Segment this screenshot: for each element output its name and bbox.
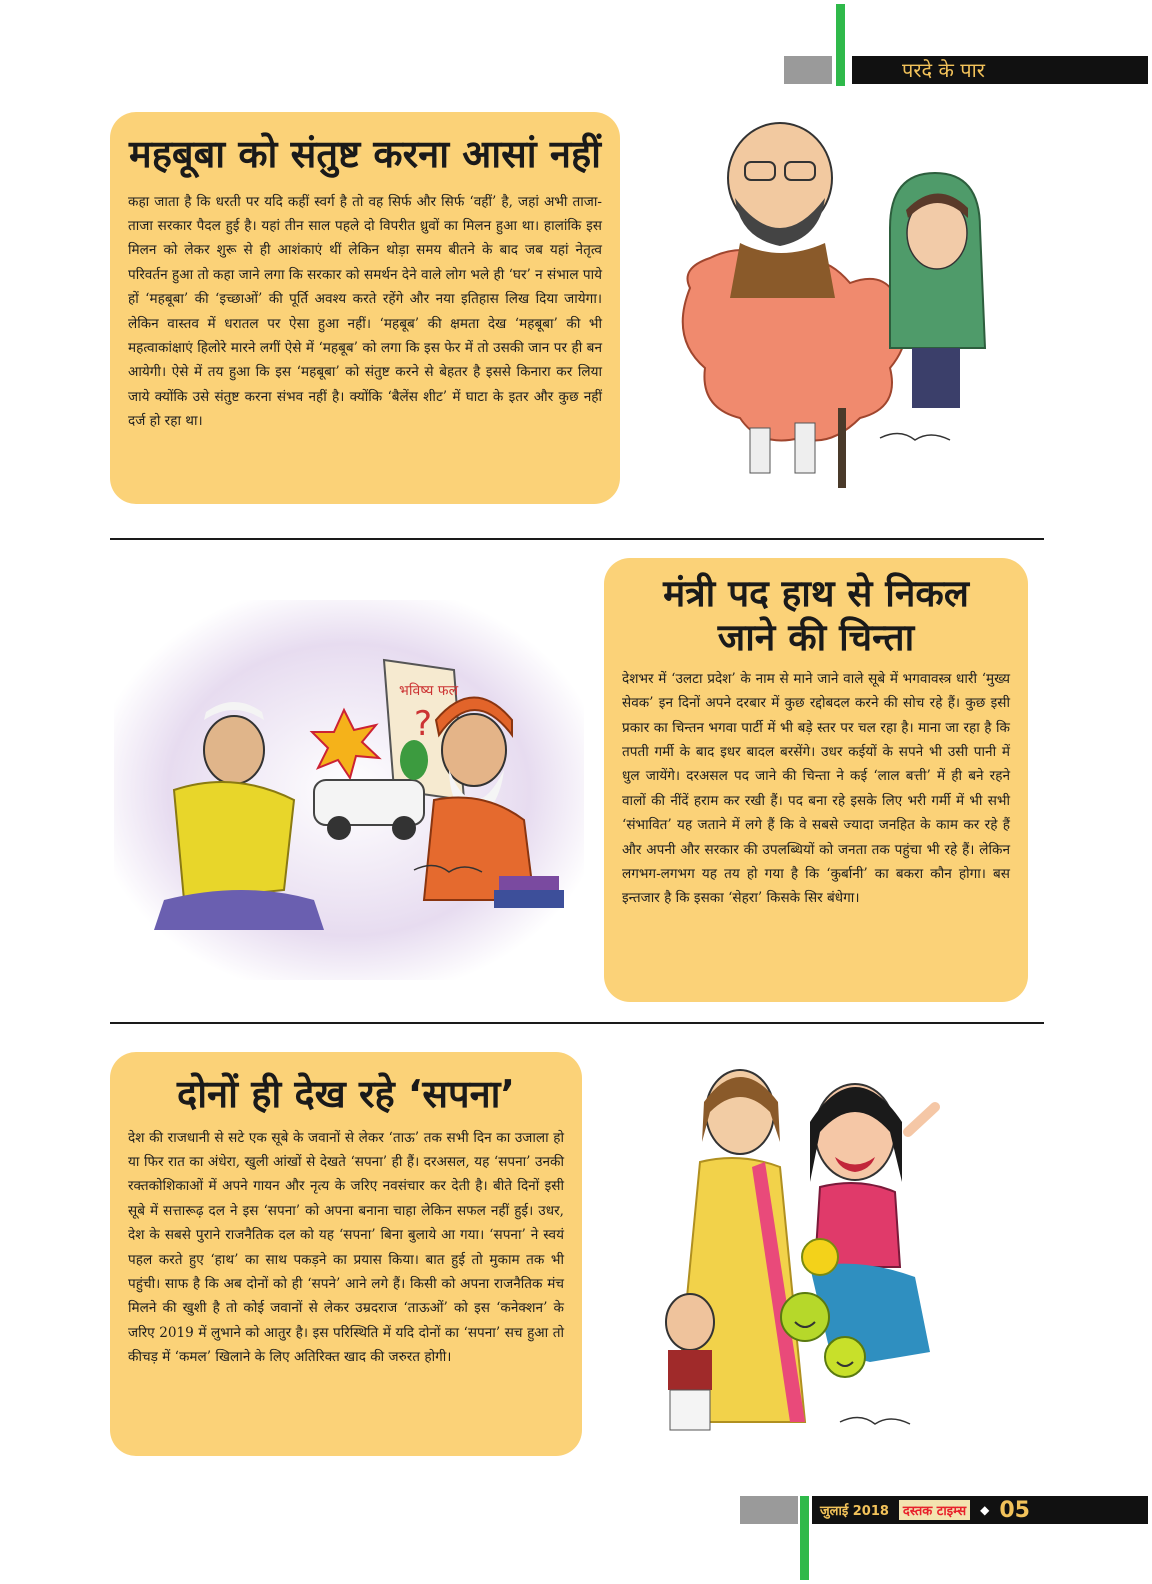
story-body: देश की राजधानी से सटे एक सूबे के जवानों से लेकर ‘ताऊ’ तक सभी दिन का उजाला हो या फिर रात का अंधेरा, खुली आंखों से देखते ‘सपना’ ही हैं। दरअसल, यह ‘सपना’ उनकी रक्तकोशिकाओं में अपने गायन और नृत्य के जरिए नवसंचार कर देती है। बीते दिनों इसी सूबे में सत्तारूढ़ दल ने इस ‘सपना’ को अपना बनाना चाहा लेकिन सफल नहीं हुई। उधर, देश के सबसे पुराने राजनैतिक दल को यह ‘सपना’ बिना बुलाये आ गया। ‘सपना’ ने स्वयं पहल करते हुए ‘हाथ’ का साथ पकड़ने का प्रयास किया। बात हुई तो मुकाम तक भी पहुंची। साफ है कि अब दोनों को ही ‘सपने’ आने लगे हैं। किसी को अपना राजनैतिक मंच मिलने की खुशी है तो कोई जवानों से लेकर उम्रदराज ‘ताऊओं’ को इस ‘कनेक्शन’ के जरिए 2019 में लुभाने को आतुर है। इस परिस्थिति में यदि दोनों का ‘सपना’ सच हुआ तो कीचड़ में ‘कमल’ खिलाने के लिए अतिरिक्त खाद की जरुरत होगी। [128, 1129, 564, 1366]
magazine-logo: दस्तक टाइम्स [899, 1500, 970, 1520]
story-body: कहा जाता है कि धरती पर यदि कहीं स्वर्ग है तो वह सिर्फ और सिर्फ ‘वहीं’ है, जहां अभी ताजा-ताजा सरकार पैदल हुई है। यहां तीन साल पहले दो विपरीत ध्रुवों का मिलन हुआ था। हालांकि इस मिलन को लेकर शुरू से ही आशंकाएं थीं लेकिन थोड़ा समय बीतने के बाद जब यहां नेतृत्व परिवर्तन हुआ तो कहा जाने लगा कि सरकार को समर्थन देने वाले लोग भले ही ‘घर’ न संभाल पाये हों ‘महबूबा’ की ‘इच्छाओं’ की पूर्ति अवश्य करते रहेंगे और नया इतिहास लिख दिया जायेगा। लेकिन वास्तव में धरातल पर ऐसा हुआ नहीं। ‘महबूब’ की क्षमता देख ‘महबूबा’ की भी महत्वाकांक्षाएं हिलोरे मारने लगीं ऐसे में ‘महबूब’ को लगा कि इस फेर में तो उसकी जान पर ही बन आयेगी। ऐसे में तय हुआ कि इस ‘महबूबा’ को संतुष्ट करने से बेहतर है इससे किनारा कर लिया जाये क्योंकि उसे संतुष्ट करना संभव नहीं है। क्योंकि ‘बैलेंस शीट’ में घाटा के इतर और कुछ नहीं दर्ज हो रहा था। [128, 193, 602, 430]
section-title: परदे के पार [852, 56, 1148, 84]
story-title-line2: जाने की चिन्ता [717, 616, 915, 660]
story-title-line1: मंत्री पद हाथ से निकल [663, 572, 969, 615]
story-title: महबूबा को संतुष्ट करना आसां नहीं [129, 132, 601, 176]
section-divider [110, 1022, 1044, 1024]
board-label: भविष्य फल [399, 683, 459, 699]
story-title: दोनों ही देख रहे ‘सपना’ [177, 1072, 515, 1116]
cartoon-map-illustration [650, 118, 1000, 498]
story-box-sapna [110, 1052, 582, 1456]
diamond-separator-icon: ◆ [980, 1503, 990, 1517]
footer-green-stripe [800, 1496, 809, 1580]
story-body: देशभर में ‘उलटा प्रदेश’ के नाम से माने जाने वाले सूबे में भगवावस्त्र धारी ‘मुख्य सेवक’ इन दिनों अपने दरबार में कुछ रद्दोबदल करने की सोच रहे हैं। कुछ इसी प्रकार का चिन्तन भगवा पार्टी में भी बड़े स्तर पर चल रहा है। माना जा रहा है कि तपती गर्मी के बाद इधर बादल बरसेंगे। उधर कईयों के सपने भी उसी पानी में धुल जायेंगे। दरअसल पद जाने की चिन्ता ने कई ‘लाल बत्ती’ में ही बने रहने वालों की नींदें हराम कर रखी हैं। पद बना रहे इसके लिए भरी गर्मी में भी सभी ‘संभावित’ यह जताने में लगे हैं कि वे सबसे ज्यादा जनहित के काम कर रहे हैं और अपनी और सरकार की उपलब्धियों को जनता तक पहुंचा भी रहे हैं। लेकिन लगभग-लगभग यह तय हो गया है कि ‘कुर्बानी’ का बकरा कौन होगा। बस इन्तजार है कि इसका ‘सेहरा’ किसके सिर बंधेगा। [622, 670, 1011, 907]
footer-gray-block [740, 1496, 798, 1524]
cartoon-fortune-teller-illustration [114, 600, 584, 980]
issue-date: जुलाई 2018 [820, 1504, 889, 1519]
story-box-minister-post [604, 558, 1028, 1002]
section-divider [110, 538, 1044, 540]
header-gray-block [784, 56, 832, 84]
story-title [622, 572, 1010, 661]
cartoon-dancer-illustration [630, 1052, 960, 1452]
footer-bar [812, 1496, 1148, 1524]
board-mark: ? [414, 704, 433, 744]
page-number: 05 [999, 1497, 1030, 1523]
header-green-stripe [836, 4, 845, 86]
story-box-mehbooba [110, 112, 620, 504]
